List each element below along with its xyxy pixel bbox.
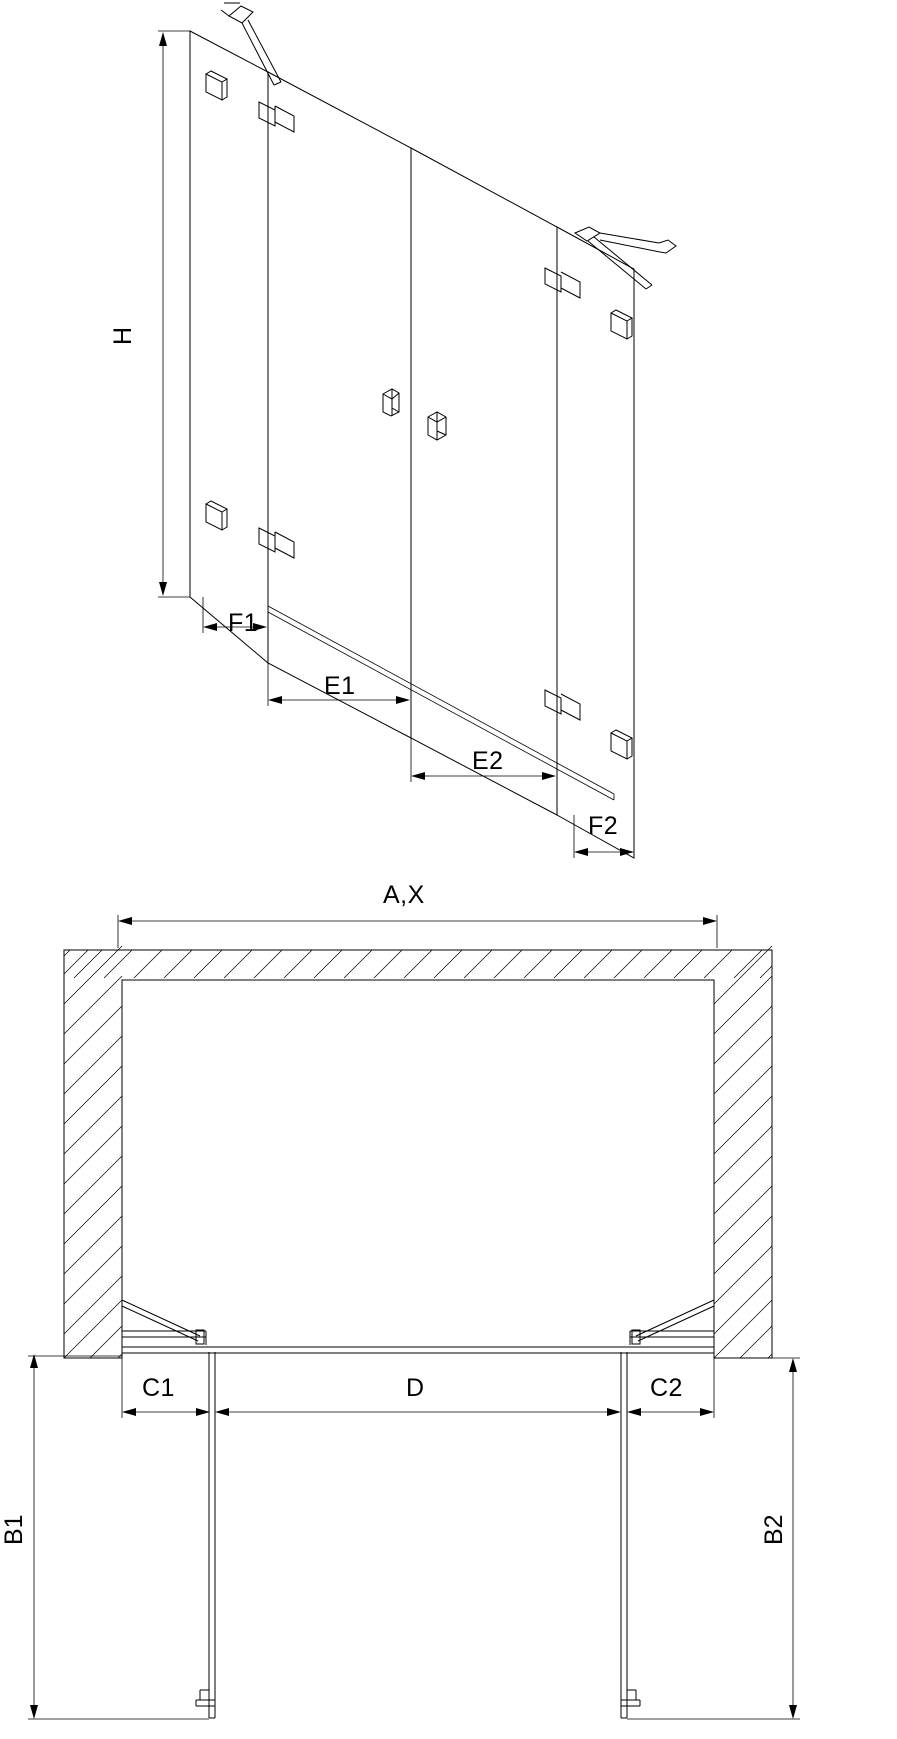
fixed-panel-left	[190, 31, 268, 663]
label-c1: C1	[142, 1374, 175, 1402]
fixed-panel-right	[557, 227, 634, 858]
plan-view	[0, 881, 800, 1719]
hinge-left-bottom	[206, 501, 227, 530]
plan-door-left-open	[196, 1352, 215, 1718]
handle-right-door	[428, 412, 446, 440]
hinge-right-top	[611, 310, 632, 339]
wall-hatching-right	[714, 946, 772, 1358]
label-f1: F1	[228, 609, 259, 637]
door-leaf-left	[268, 72, 411, 738]
front-profile	[122, 1347, 714, 1353]
hinge-left-top	[206, 71, 227, 100]
label-a-x: A,X	[383, 881, 425, 909]
label-f2: F2	[588, 812, 619, 840]
stabiliser-bar-left	[221, 3, 281, 85]
hinge-door-left-top	[259, 102, 294, 132]
label-h: H	[109, 326, 137, 345]
wall-hatching-left	[64, 946, 122, 1358]
label-e1: E1	[324, 672, 356, 700]
hinge-right-bottom	[611, 730, 632, 759]
door-leaf-right	[411, 148, 557, 815]
label-e2: E2	[472, 747, 504, 775]
label-c2: C2	[650, 1374, 683, 1402]
wall-hatching-top	[64, 950, 772, 978]
hinge-door-right-bottom	[545, 690, 580, 720]
plan-right-fitting	[630, 1300, 714, 1345]
elevation-view	[109, 3, 676, 858]
dimension-height	[158, 31, 190, 597]
handle-left-door	[383, 389, 399, 416]
label-b2: B2	[760, 1514, 788, 1545]
plan-door-right-open	[621, 1352, 640, 1718]
bottom-rail	[268, 606, 614, 800]
hinge-door-right-top	[545, 268, 580, 298]
wall-outline	[64, 950, 772, 1358]
label-b1: B1	[0, 1514, 28, 1545]
plan-left-fitting	[122, 1300, 206, 1345]
stabiliser-bar-right	[575, 227, 676, 289]
dimension-b1	[28, 1354, 209, 1719]
hinge-door-left-bottom	[259, 528, 294, 558]
dimension-overall-width	[118, 915, 717, 948]
label-d: D	[406, 1374, 425, 1402]
